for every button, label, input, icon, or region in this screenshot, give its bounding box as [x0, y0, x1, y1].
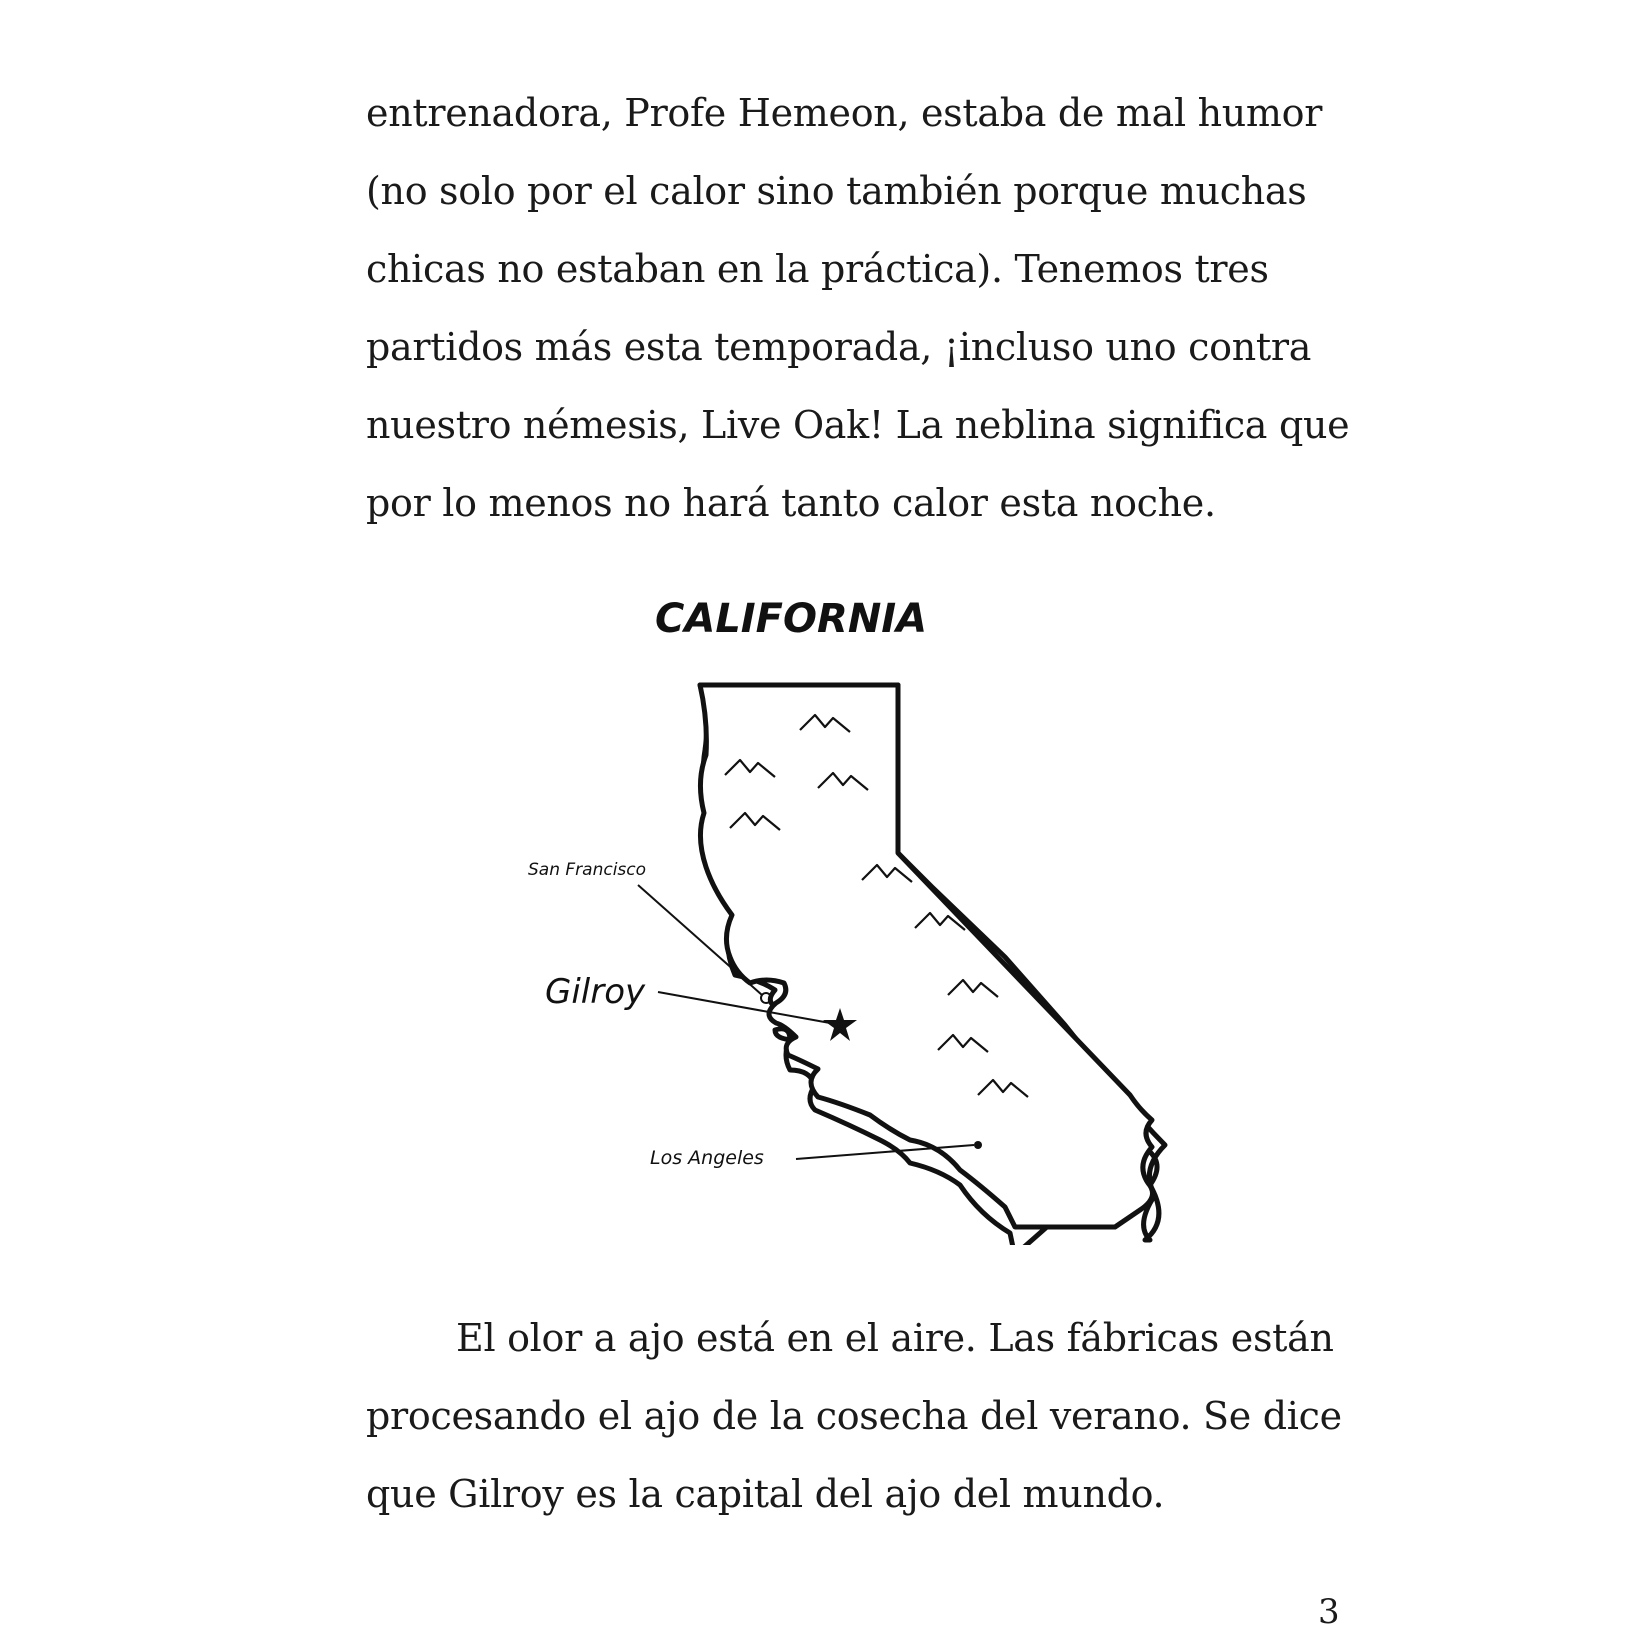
text-line: entrenadora, Profe Hemeon, estaba de mal humor: [366, 91, 1323, 135]
los-angeles-marker: [974, 1141, 982, 1149]
text-line: que Gilroy es la capital del ajo del mundo.: [366, 1472, 1165, 1516]
california-coastline: [700, 685, 1153, 1227]
map-title: CALIFORNIA: [655, 596, 928, 642]
text-line: (no solo por el calor sino también porque muchas: [366, 169, 1307, 213]
gilroy-label: Gilroy: [545, 972, 646, 1012]
san-francisco-label: San Francisco: [528, 860, 647, 880]
text-line: por lo menos no hará tanto calor esta noche.: [366, 481, 1216, 525]
text-line: El olor a ajo está en el aire. Las fábricas están: [456, 1316, 1334, 1360]
text-line: nuestro némesis, Live Oak! La neblina significa que: [366, 403, 1350, 447]
california-map: [500, 585, 1200, 1245]
california-map-illustration: [500, 585, 1200, 1245]
text-line: procesando el ajo de la cosecha del verano. Se dice: [366, 1394, 1342, 1438]
page-number: 3: [1318, 1592, 1340, 1632]
text-line: partidos más esta temporada, ¡incluso uno contra: [366, 325, 1312, 369]
text-line: chicas no estaban en la práctica). Tenemos tres: [366, 247, 1269, 291]
paragraph-2: [366, 1299, 1346, 1533]
paragraph-1: [366, 74, 1350, 542]
los-angeles-label: Los Angeles: [650, 1147, 764, 1169]
